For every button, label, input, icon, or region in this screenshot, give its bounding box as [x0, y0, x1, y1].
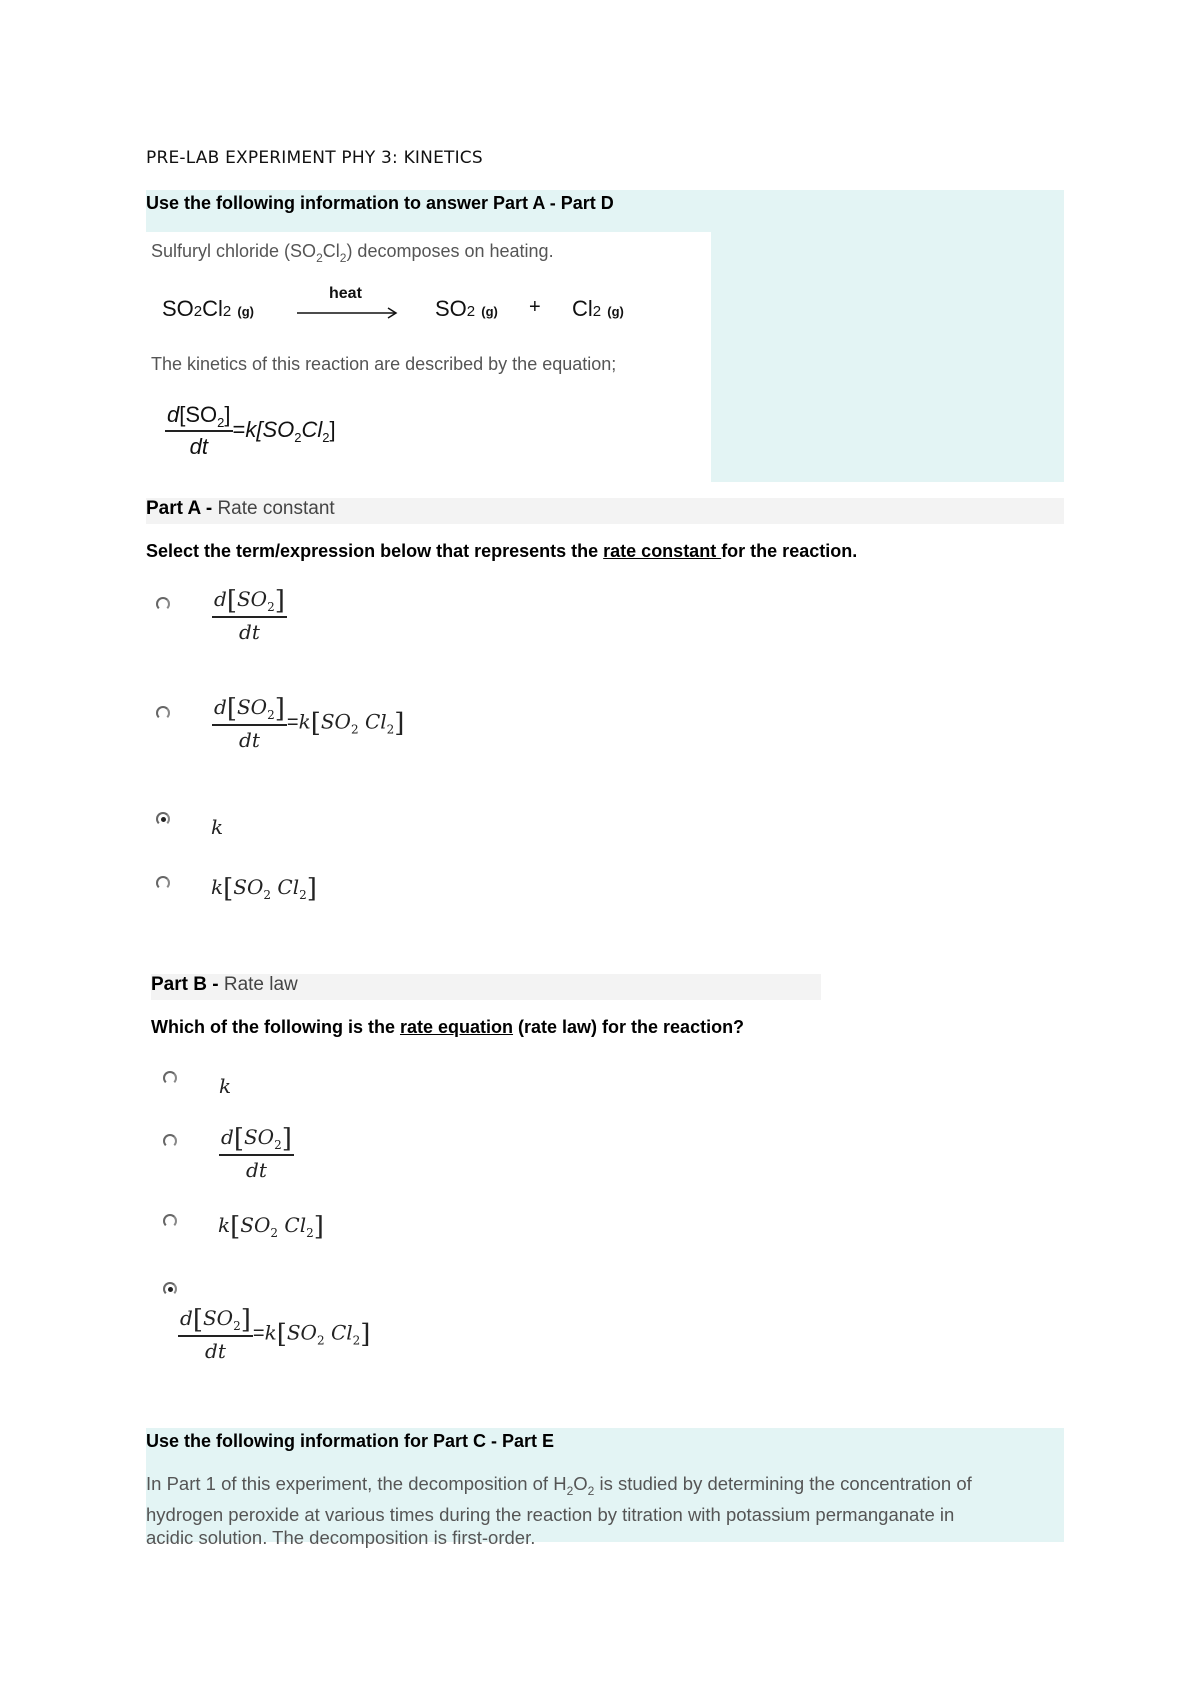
part-a-option-1-radio[interactable] — [156, 597, 170, 611]
opt-so: SO — [320, 709, 351, 734]
part-a-option-1: $\frac{d[SO_2]}{dt}$ — [214, 586, 285, 644]
intro-text-1: Sulfuryl chloride (SO — [151, 241, 317, 261]
intro-sub-1: 2 — [316, 251, 323, 265]
opt-sub: 2 — [299, 888, 307, 902]
opt-sub: 2 — [267, 600, 275, 614]
eq-d: d — [167, 402, 180, 427]
eq-num-close: ] — [224, 402, 231, 427]
part-b-option-3: $k[SO_2$ $Cl_2$] — [218, 1212, 324, 1242]
eq-rhs-close: ] — [329, 416, 336, 442]
part-a-option-4: $k[SO_2$ $Cl_2$] — [211, 874, 317, 904]
opt-so: SO — [243, 1125, 275, 1149]
part-a-label: Part A - — [146, 498, 213, 519]
opt-k: k — [211, 815, 224, 839]
part-a-question-end: for the reaction. — [721, 541, 858, 561]
arrow-label: heat — [329, 285, 362, 302]
eq-rhs-sub1: 2 — [294, 429, 302, 445]
opt-dt: dt — [239, 620, 260, 644]
opt-so: SO — [202, 1306, 234, 1330]
part-b-option-4: $\frac{d[SO_2]}{dt}$ $=k[SO_2$ $Cl_2$] — [180, 1305, 371, 1363]
plus-sign: + — [529, 296, 541, 318]
opt-d: d — [214, 695, 227, 719]
product-1-sub: 2 — [466, 303, 476, 320]
eq-rhs-open: [SO — [256, 416, 295, 442]
eq-numerator: $d[SO_2]$ — [167, 402, 231, 430]
opt-k: k — [218, 1213, 231, 1237]
reaction-equation — [162, 285, 642, 332]
opt-sub: 2 — [350, 722, 359, 737]
opt-so: SO — [286, 1320, 317, 1345]
part-b-question-end: (rate law) for the reaction? — [513, 1017, 745, 1037]
opt-sub: 2 — [270, 1226, 279, 1240]
eq-equals: = — [232, 416, 246, 442]
kinetics-text: The kinetics of this reaction are described by the equation; — [151, 354, 617, 374]
opt-so: SO — [236, 695, 268, 719]
part-a-option-3 — [211, 815, 223, 839]
opt-eq: = — [286, 711, 299, 734]
product-2-cl: Cl — [572, 296, 593, 321]
reaction-arrow-icon — [296, 306, 400, 320]
opt-cl: Cl — [330, 1320, 353, 1345]
product-1-state: (g) — [481, 304, 498, 319]
opt-k: k — [219, 1074, 232, 1098]
part-b-question — [151, 1017, 744, 1038]
info-intro — [151, 241, 554, 265]
info-line-1-post: is studied by determining the concentration of — [594, 1473, 972, 1494]
opt-d: d — [180, 1306, 193, 1330]
part-b-option-3-radio[interactable] — [163, 1214, 177, 1228]
product-2-state: (g) — [607, 304, 624, 319]
part-b-option-1-radio[interactable] — [163, 1071, 177, 1085]
part-a-title: Rate constant — [212, 498, 335, 519]
info-heading-a-d: Use the following information to answer Part A - Part D — [146, 193, 614, 213]
part-a-header — [146, 498, 1064, 524]
part-a-option-2: $\frac{d[SO_2]}{dt}$ $=k[SO_2$ $Cl_2$] — [214, 694, 405, 752]
opt-sub: 2 — [386, 722, 395, 737]
opt-d: d — [221, 1125, 234, 1149]
product-2 — [572, 296, 624, 322]
eq-rhs-sub2: 2 — [322, 429, 330, 445]
info-heading-c-e: Use the following information for Part C - Part E — [146, 1431, 555, 1451]
part-b-question-link[interactable]: rate equation — [399, 1017, 514, 1037]
info-sub-1: 2 — [566, 1484, 574, 1498]
eq-fraction — [165, 402, 233, 460]
opt-so: SO — [233, 875, 264, 899]
info-line-3: acidic solution. The decomposition is first-order. — [146, 1527, 536, 1548]
reactant-so: SO — [162, 296, 194, 321]
part-b-question-text: Which of the following is the — [151, 1017, 400, 1037]
info-sub-2: 2 — [587, 1484, 595, 1498]
product-2-sub: 2 — [592, 303, 602, 320]
part-b-option-2-radio[interactable] — [163, 1134, 177, 1148]
opt-k: k — [211, 875, 224, 899]
kinetics-equation — [165, 402, 336, 460]
opt-sub: 2 — [267, 708, 275, 722]
part-b-option-4-radio[interactable] — [163, 1282, 177, 1296]
reactant-sub-1: 2 — [193, 303, 203, 320]
opt-sub: 2 — [352, 1333, 361, 1348]
part-b-label: Part B - — [151, 974, 219, 995]
product-1-so: SO — [435, 296, 467, 321]
reactant — [162, 296, 254, 322]
opt-k: k — [298, 709, 311, 734]
opt-sub: 2 — [316, 1333, 325, 1348]
opt-so: SO — [236, 587, 268, 611]
opt-so: SO — [240, 1213, 271, 1237]
info-line-1-pre: In Part 1 of this experiment, the decomposition of H — [146, 1473, 567, 1494]
document-title: PRE-LAB EXPERIMENT PHY 3: KINETICS — [146, 148, 483, 168]
intro-text-3: ) decomposes on heating. — [346, 241, 554, 261]
product-1 — [435, 296, 498, 322]
intro-sub-2: 2 — [339, 251, 347, 265]
opt-k: k — [264, 1320, 277, 1345]
opt-eq: = — [252, 1322, 265, 1345]
opt-dt: dt — [246, 1158, 267, 1182]
part-b-option-1 — [219, 1074, 231, 1098]
opt-d: d — [214, 587, 227, 611]
info-line-2: hydrogen peroxide at various times during the reaction by titration with potassium permanganate in — [146, 1504, 955, 1525]
part-b-title: Rate law — [218, 974, 298, 995]
eq-k: k — [245, 416, 257, 442]
info-paragraph-c-e — [146, 1472, 1064, 1549]
part-a-option-3-radio[interactable] — [156, 812, 170, 826]
part-a-option-4-radio[interactable] — [156, 876, 170, 890]
opt-dt: dt — [205, 1339, 226, 1363]
reactant-state: (g) — [237, 304, 254, 319]
opt-sub: 2 — [306, 1226, 314, 1240]
part-a-option-2-radio[interactable] — [156, 706, 170, 720]
part-a-question — [146, 541, 857, 562]
eq-num-sub: 2 — [217, 415, 225, 430]
opt-sub: 2 — [274, 1138, 282, 1152]
opt-sub: 2 — [233, 1319, 241, 1333]
eq-denominator: dt — [189, 434, 208, 459]
opt-cl: Cl — [277, 875, 300, 899]
part-b-option-2: $\frac{d[SO_2]}{dt}$ — [221, 1124, 292, 1182]
reactant-sub-2: 2 — [222, 303, 232, 320]
info-o: O — [573, 1473, 588, 1494]
opt-cl: Cl — [284, 1213, 307, 1237]
part-a-question-text: Select the term/expression below that represents the — [146, 541, 604, 561]
eq-rhs-cl: Cl — [301, 416, 323, 442]
part-b-header — [151, 974, 821, 1000]
part-a-question-link[interactable]: rate constant — [603, 541, 722, 561]
opt-dt: dt — [239, 728, 260, 752]
info-line-1 — [146, 1472, 1064, 1503]
opt-sub: 2 — [263, 888, 272, 902]
opt-cl: Cl — [364, 709, 387, 734]
reactant-cl: Cl — [202, 296, 223, 321]
intro-text-2: Cl — [322, 241, 340, 261]
